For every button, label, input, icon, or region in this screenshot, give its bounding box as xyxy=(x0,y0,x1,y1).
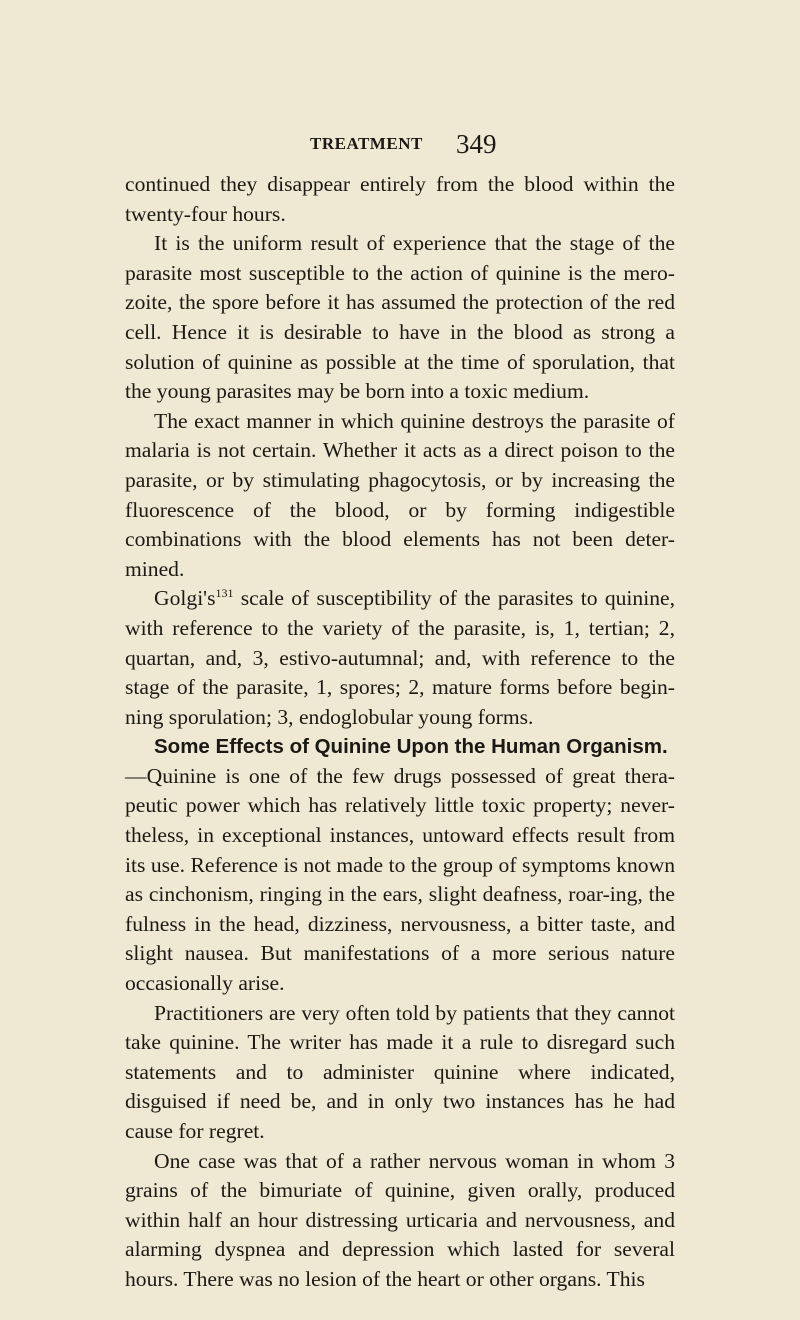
page-header xyxy=(0,129,800,164)
heading-effects-of-quinine: Some Effects of Quinine Upon the Human Organism. xyxy=(154,735,668,759)
page-number: 349 xyxy=(456,129,497,159)
paragraph-mechanism: The exact manner in which quinine destroys the parasite of malaria is not certain. Whether it acts as a direct poison to the parasite, or by stimulating phagocytosis, or by increasing the fluorescence of the blood, or by forming indigestible combinations with the blood elements has not been deter-mined. xyxy=(125,408,675,581)
paragraph-practitioners: Practitioners are very often told by patients that they cannot take quinine. The writer has made it a rule to disregard such statements and to administer quinine where indicated, disguised if need be, and in only two instances has he had cause for regret. xyxy=(125,1000,675,1143)
running-head: TREATMENT xyxy=(310,134,423,153)
paragraph-case: One case was that of a rather nervous woman in whom 3 grains of the bimuriate of quinine, given orally, produced within half an hour distressing urticaria and nervousness, and alarming dyspnea and depression which lasted for several hours. There was no lesion of the heart or other organs. This xyxy=(125,1148,675,1291)
golgi-scale-text: scale of susceptibility of the parasites to quinine, with reference to the variety of the parasite, is, 1, tertian; 2, quartan, and, 3, estivo-autumnal; and, with reference to the stage of the parasite, 1, spores; 2, mature forms before begin-ning sporulation; 3, endoglobular young forms. xyxy=(125,586,675,729)
paragraph-toxic-effects: —Quinine is one of the few drugs possessed of great thera-peutic power which has relatively little toxic property; never-theless, in exceptional instances, untoward effects result from its use. Reference is not made to the group of symptoms known as cinchonism, ringing in the ears, slight deafness, roar-ing, the fulness in the head, dizziness, nervousness, a bitter taste, and slight nausea. But manifestations of a more serious nature occasionally arise. xyxy=(125,763,675,996)
paragraph-continued: continued they disappear entirely from the blood within the twenty-four hours. xyxy=(125,172,675,226)
section-heading xyxy=(125,732,675,762)
paragraph-golgi-scale xyxy=(125,584,675,732)
paragraph-merozoite: It is the uniform result of experience that the stage of the parasite most susceptible to the action of quinine is the mero-zoite, the spore before it has assumed the protection of the red cell. Hence it is desirable to have in the blood as strong a solution of quinine as possible at the time of sporulation, that the young parasites may be born into a toxic medium. xyxy=(125,231,675,404)
reference-number: 131 xyxy=(215,586,234,601)
golgi-name: Golgi's xyxy=(154,586,216,611)
body-text xyxy=(125,170,675,1295)
